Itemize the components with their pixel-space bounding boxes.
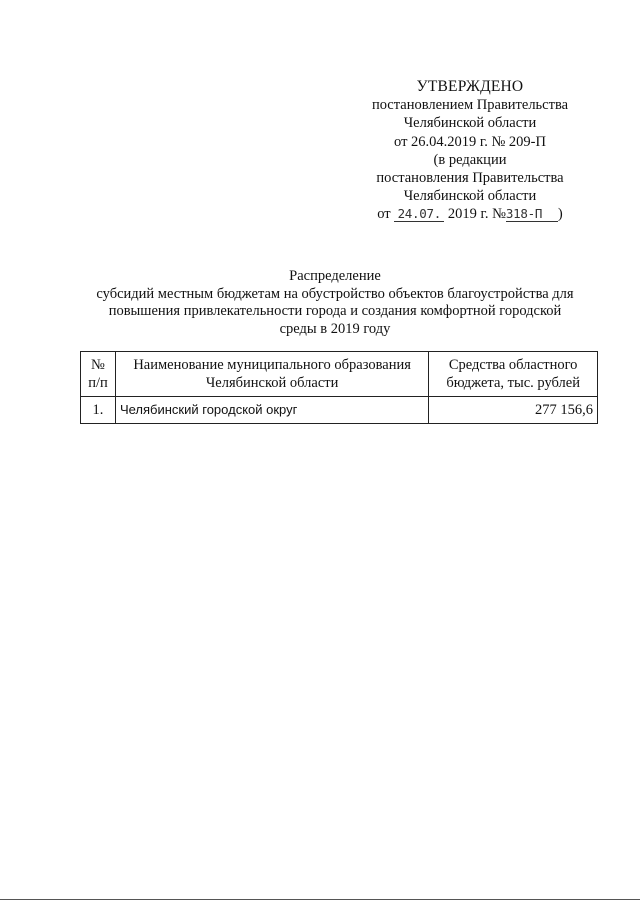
amendment-date-field: 24.07.	[394, 206, 444, 222]
header-sum: Средства областного бюджета, тыс. рублей	[429, 352, 598, 397]
approval-line-5: постановления Правительства	[376, 170, 564, 187]
page-bottom-rule	[0, 899, 640, 900]
amendment-number-field: 318-П	[506, 206, 558, 222]
approval-line-3: от 26.04.2019 г. № 209-П	[394, 133, 546, 150]
approval-line-1: постановлением Правительства	[371, 97, 569, 114]
amendment-line	[345, 205, 595, 223]
header-num: № п/п	[81, 352, 116, 397]
document-title	[60, 268, 610, 338]
header-name: Наименование муниципального образования Челябинской области	[115, 352, 428, 397]
approval-line-4: (в редакции	[433, 151, 507, 168]
title-line-4: среды в 2019 году	[279, 320, 391, 337]
row-name: Челябинский городской округ	[115, 397, 428, 424]
title-line-1: Распределение	[289, 268, 381, 284]
approval-line-2: Челябинской области	[403, 115, 537, 132]
table-row	[81, 397, 598, 424]
distribution-table	[80, 351, 598, 424]
amendment-suffix: )	[557, 206, 563, 223]
row-sum: 277 156,6	[429, 397, 598, 424]
row-num: 1.	[81, 397, 116, 424]
title-line-2: субсидий местным бюджетам на обустройство объектов благоустройства для	[96, 285, 574, 302]
approval-stamp-block	[345, 78, 595, 224]
approval-line-6: Челябинской области	[403, 188, 537, 205]
amendment-prefix: от	[377, 206, 391, 223]
approval-heading: УТВЕРЖДЕНО	[416, 78, 524, 95]
amendment-mid: 2019 г. №	[447, 206, 506, 223]
title-line-3: повышения привлекательности города и создания комфортной городской	[108, 303, 562, 319]
table-header-row	[81, 352, 598, 397]
